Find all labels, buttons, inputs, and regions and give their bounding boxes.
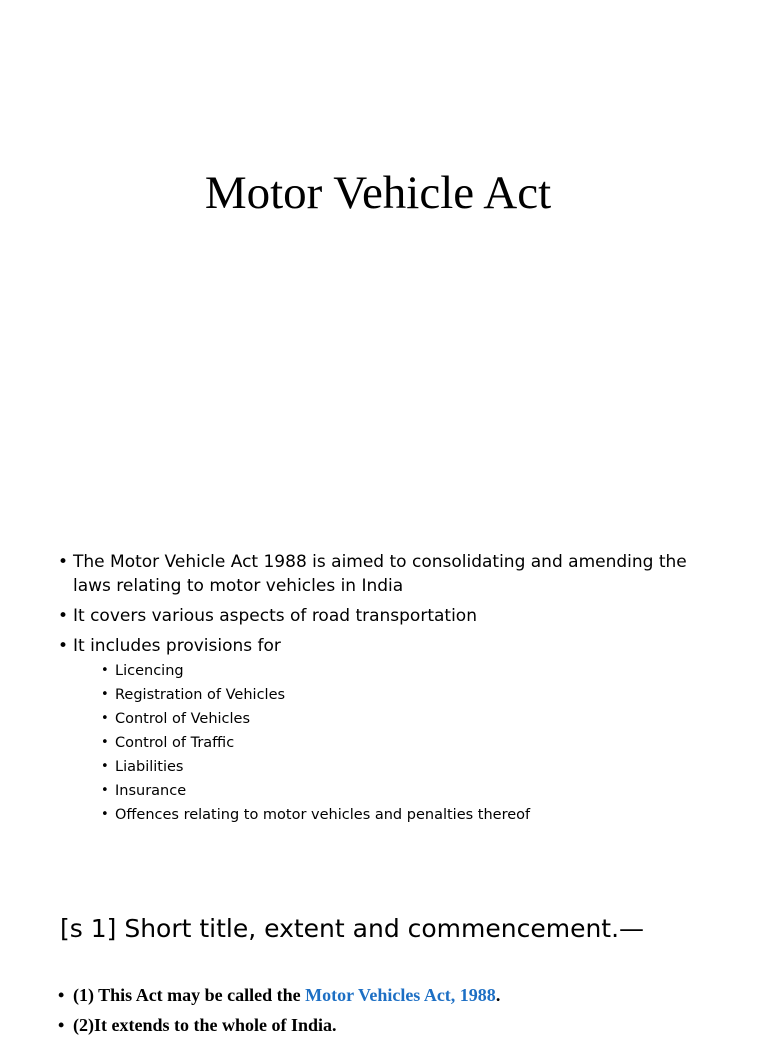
provision-item-offences: • Offences relating to motor vehicles and penalties thereof [101,803,718,827]
bullet-item: • It covers various aspects of road transportation [58,604,718,628]
section-heading: [s 1] Short title, extent and commencement.— [60,914,645,943]
bullet-item [58,634,718,827]
clause-list [58,980,738,1040]
bullet-list [58,550,718,833]
bullet-item: • The Motor Vehicle Act 1988 is aimed to consolidating and amending the laws relating to motor vehicles in India [58,550,718,598]
bullet-text: It includes provisions for [73,636,281,656]
provision-item-registration: • Registration of Vehicles [101,683,718,707]
provisions-list [101,659,718,827]
clause-text: (1) This Act may be called the [73,985,306,1005]
provision-item-insurance: • Insurance [101,779,718,803]
provision-item-control-traffic: • Control of Traffic [101,731,718,755]
clause-extent: • (2)It extends to the whole of India. [58,1010,738,1040]
slide-title: Motor Vehicle Act [204,167,552,219]
clause-short-title [58,980,738,1010]
act-link[interactable]: Motor Vehicles Act, 1988 [305,985,496,1005]
clause-text-end: . [495,985,501,1005]
provision-item-control-vehicles: • Control of Vehicles [101,707,718,731]
provision-item-liabilities: • Liabilities [101,755,718,779]
provision-item-licencing: • Licencing [101,659,718,683]
